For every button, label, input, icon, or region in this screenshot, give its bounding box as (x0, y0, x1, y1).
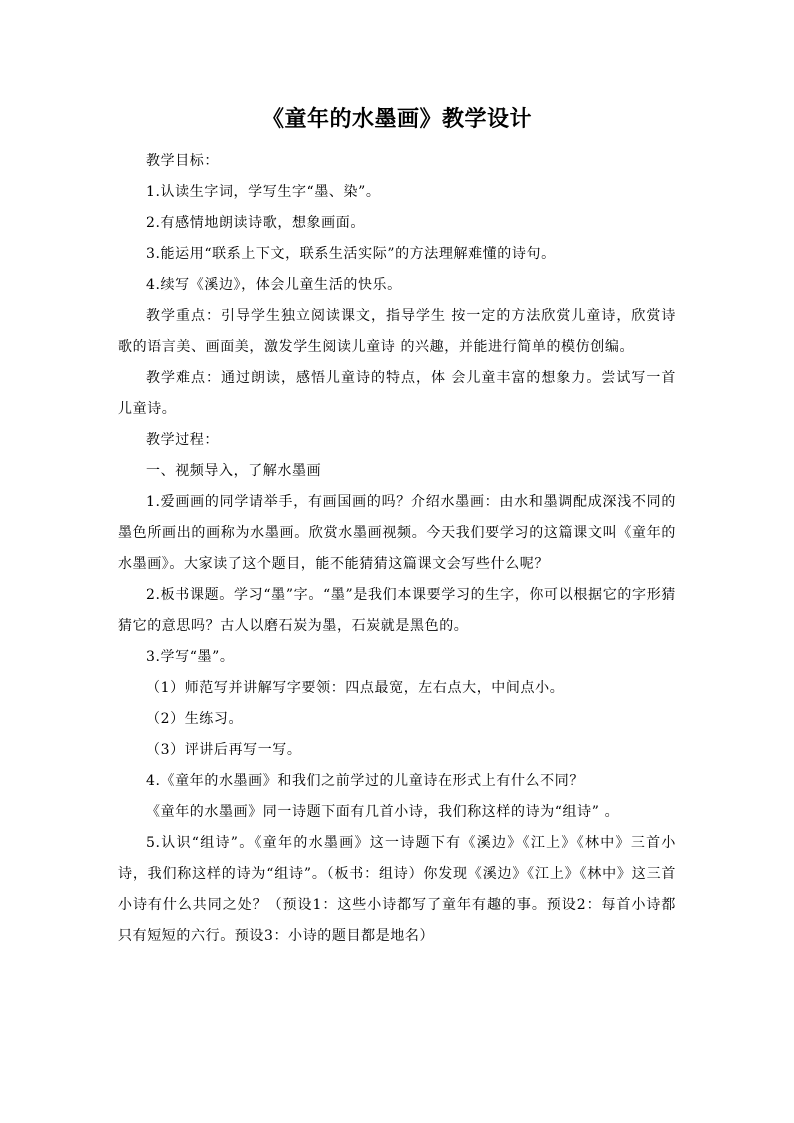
body-paragraph: 2.板书课题。学习“墨”字。“墨”是我们本课要学习的生字，你可以根据它的字形猜猜它的意思吗？古人以磨石炭为墨，石炭就是黑色的。 (118, 587, 676, 634)
objective-item: 2.有感情地朗读诗歌，想象画面。 (146, 215, 365, 231)
section-label-process: 教学过程： (146, 432, 219, 448)
document-page (118, 104, 676, 952)
body-paragraph: 3.学写“墨”。 (146, 649, 235, 665)
difficulties-paragraph: 教学难点：通过朗读，感悟儿童诗的特点，体 会儿童丰富的想象力。尝试写一首儿童诗。 (118, 370, 676, 417)
objective-item: 1.认读生字词，学写生字“墨、染”。 (146, 184, 381, 200)
step-heading: 一、视频导入，了解水墨画 (146, 463, 322, 479)
objective-item: 3.能运用“联系上下文，联系生活实际”的方法理解难懂的诗句。 (146, 246, 556, 262)
sub-step: （3）评讲后再写一写。 (146, 742, 302, 758)
key-points-paragraph: 教学重点：引导学生独立阅读课文，指导学生 按一定的方法欣赏儿童诗，欣赏诗歌的语言美、画面美，激发学生阅读儿童诗 的兴趣，并能进行简单的模仿创编。 (118, 308, 676, 355)
body-paragraph: 1.爱画画的同学请举手，有画国画的吗？介绍水墨画：由水和墨调配成深浅不同的墨色所画出的画称为水墨画。欣赏水墨画视频。今天我们要学习的这篇课文叫《童年的水墨画》。大家读了这个题目，能不能猜猜这篇课文会写些什么呢？ (118, 494, 676, 572)
document-title: 《童年的水墨画》教学设计 (261, 106, 532, 132)
body-paragraph: 5.认识“组诗”。《童年的水墨画》这一诗题下有《溪边》《江上》《林中》三首小诗，我们称这样的诗为“组诗”。（板书：组诗）你发现《溪边》《江上》《林中》这三首小诗有什么共同之处？（预设1：这些小诗都写了童年有趣的事。预设2：每首小诗都只有短短的六行。预设3：小诗的题目都是地名） (118, 835, 676, 944)
objective-item: 4.续写《溪边》，体会儿童生活的快乐。 (146, 277, 402, 293)
section-label-objectives: 教学目标： (146, 153, 219, 169)
sub-step: （2）生练习。 (146, 711, 244, 727)
body-paragraph: 4.《童年的水墨画》和我们之前学过的儿童诗在形式上有什么不同？ (146, 773, 584, 789)
body-paragraph: 《童年的水墨画》同一诗题下面有几首小诗，我们称这样的诗为“组诗” 。 (146, 804, 620, 820)
sub-step: （1）师范写并讲解写字要领：四点最宽，左右点大，中间点小。 (146, 680, 565, 696)
